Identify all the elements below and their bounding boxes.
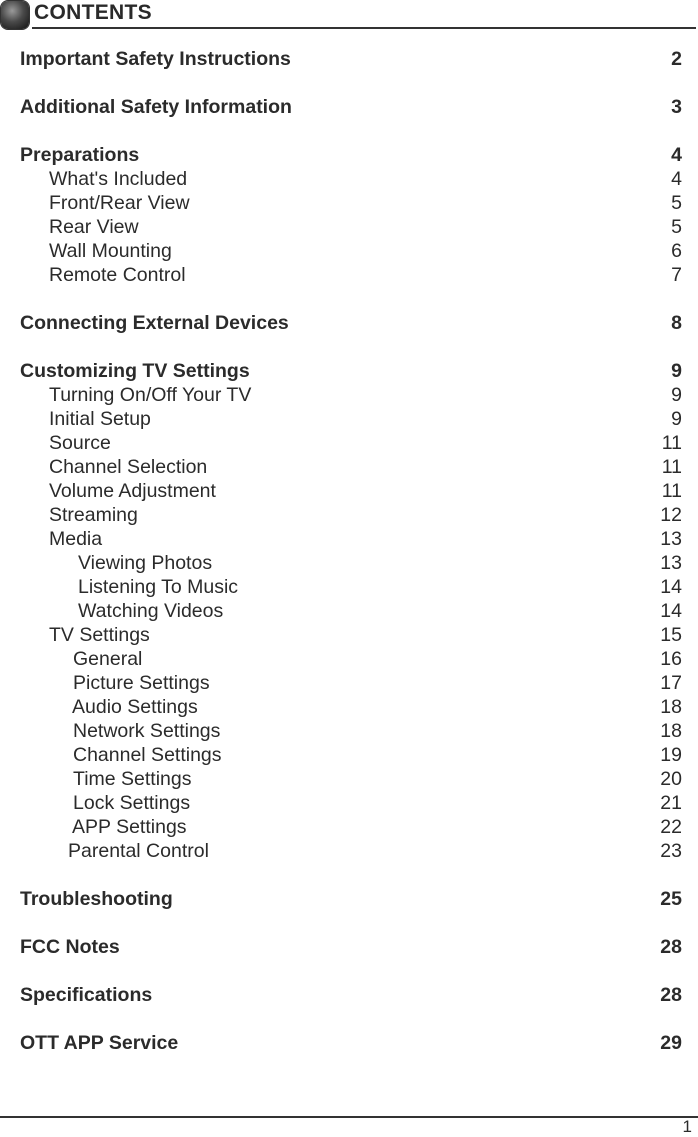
toc-entry	[0, 839, 698, 863]
toc-entry-page: 18	[660, 720, 682, 742]
toc-entry-label: Specifications	[20, 984, 153, 1006]
toc-entry-label: Network Settings	[73, 720, 221, 742]
toc-entry-label: Important Safety Instructions	[20, 48, 291, 70]
toc-entry-label: OTT APP Service	[20, 1032, 179, 1054]
page-number: 1	[682, 1117, 692, 1136]
toc-entry	[0, 263, 698, 287]
toc-entry-page: 6	[671, 240, 682, 262]
toc-entry-label: APP Settings	[72, 816, 187, 838]
toc-entry-page: 16	[660, 648, 682, 670]
toc-entry-page: 11	[661, 480, 682, 502]
toc-entry	[0, 431, 698, 455]
toc-entry-page: 20	[660, 768, 682, 790]
toc-entry	[0, 143, 698, 167]
toc-entry-label: Channel Selection	[49, 456, 208, 478]
toc-entry-label: Additional Safety Information	[20, 96, 292, 118]
toc-entry-label: Front/Rear View	[49, 192, 190, 214]
toc-entry	[0, 407, 698, 431]
toc-entry-page: 28	[660, 936, 682, 958]
toc-entry-label: Parental Control	[68, 840, 209, 862]
toc-entry-page: 15	[660, 624, 682, 646]
toc-entry-page: 21	[660, 792, 682, 814]
toc-entry	[0, 1031, 698, 1055]
toc-entry-label: FCC Notes	[20, 936, 120, 958]
toc-entry-page: 4	[671, 144, 682, 166]
toc-entry	[0, 479, 698, 503]
toc-entry	[0, 983, 698, 1007]
toc-entry-label: Picture Settings	[73, 672, 210, 694]
toc-entry-label: Listening To Music	[78, 576, 239, 598]
toc-entry-page: 28	[660, 984, 682, 1006]
toc-entry-label: Initial Setup	[49, 408, 151, 430]
toc-entry	[0, 191, 698, 215]
toc-entry-page: 7	[671, 264, 682, 286]
toc-entry-label: Source	[49, 432, 111, 454]
toc-entry-label: Turning On/Off Your TV	[49, 384, 252, 406]
toc-entry-label: Viewing Photos	[78, 552, 213, 574]
toc-entry-label: Watching Videos	[78, 600, 224, 622]
toc-entry-label: Time Settings	[73, 768, 192, 790]
toc-entry	[0, 815, 698, 839]
footer-rule	[0, 1116, 698, 1118]
toc-entry-page: 13	[660, 552, 682, 574]
toc-entry-label: Wall Mounting	[49, 240, 172, 262]
toc-entry-page: 2	[671, 48, 682, 70]
toc-entry	[0, 551, 698, 575]
toc-entry	[0, 575, 698, 599]
toc-entry-label: General	[73, 648, 143, 670]
toc-entry-page: 11	[661, 456, 682, 478]
toc-entry-page: 29	[660, 1032, 682, 1054]
toc-entry	[0, 599, 698, 623]
toc-entry-label: Customizing TV Settings	[20, 360, 250, 382]
toc-entry	[0, 527, 698, 551]
toc-entry-page: 14	[660, 576, 682, 598]
toc-entry	[0, 935, 698, 959]
toc-entry-page: 8	[671, 312, 682, 334]
toc-entry-label: Channel Settings	[73, 744, 222, 766]
toc-entry-page: 5	[671, 216, 682, 238]
toc-entry-page: 14	[660, 600, 682, 622]
toc-entry	[0, 695, 698, 719]
toc-entry	[0, 383, 698, 407]
toc-entry-page: 11	[661, 432, 682, 454]
toc-entry-page: 23	[660, 840, 682, 862]
toc-entry	[0, 215, 698, 239]
toc-entry-label: Remote Control	[49, 264, 186, 286]
toc-entry-label: Connecting External Devices	[20, 312, 289, 334]
toc-entry	[0, 47, 698, 71]
toc-entry	[0, 95, 698, 119]
toc-entry-page: 13	[660, 528, 682, 550]
toc-entry	[0, 767, 698, 791]
toc-entry	[0, 503, 698, 527]
toc-entry-page: 9	[671, 384, 682, 406]
toc-entry-page: 17	[660, 672, 682, 694]
toc-entry	[0, 671, 698, 695]
page-title: CONTENTS	[34, 1, 152, 24]
toc-entry	[0, 359, 698, 383]
toc-entry	[0, 887, 698, 911]
toc-entry-label: What's Included	[49, 168, 188, 190]
toc-entry	[0, 719, 698, 743]
toc-entry-page: 18	[660, 696, 682, 718]
toc-entry-label: Streaming	[49, 504, 138, 526]
toc-entry	[0, 791, 698, 815]
toc-entry-label: Volume Adjustment	[49, 480, 216, 502]
toc-entry-label: Preparations	[20, 144, 140, 166]
toc-entry-page: 5	[671, 192, 682, 214]
toc-entry	[0, 455, 698, 479]
toc-entry-page: 9	[671, 408, 682, 430]
toc-entry	[0, 623, 698, 647]
toc-entry-label: TV Settings	[49, 624, 150, 646]
toc-entry	[0, 167, 698, 191]
toc-entry-page: 3	[671, 96, 682, 118]
toc-entry-page: 9	[671, 360, 682, 382]
toc-entry-page: 12	[660, 504, 682, 526]
toc-entry	[0, 647, 698, 671]
toc-entry-page: 25	[660, 888, 682, 910]
toc-entry-label: Troubleshooting	[20, 888, 173, 910]
toc-entry-label: Audio Settings	[72, 696, 198, 718]
toc-entry	[0, 743, 698, 767]
toc-entry-label: Rear View	[49, 216, 139, 238]
toc-entry-label: Media	[49, 528, 103, 550]
toc-entry-page: 22	[660, 816, 682, 838]
toc-entry-label: Lock Settings	[73, 792, 191, 814]
toc-entry-page: 4	[671, 168, 682, 190]
toc-entry-page: 19	[660, 744, 682, 766]
toc-entry	[0, 239, 698, 263]
toc-entry	[0, 311, 698, 335]
